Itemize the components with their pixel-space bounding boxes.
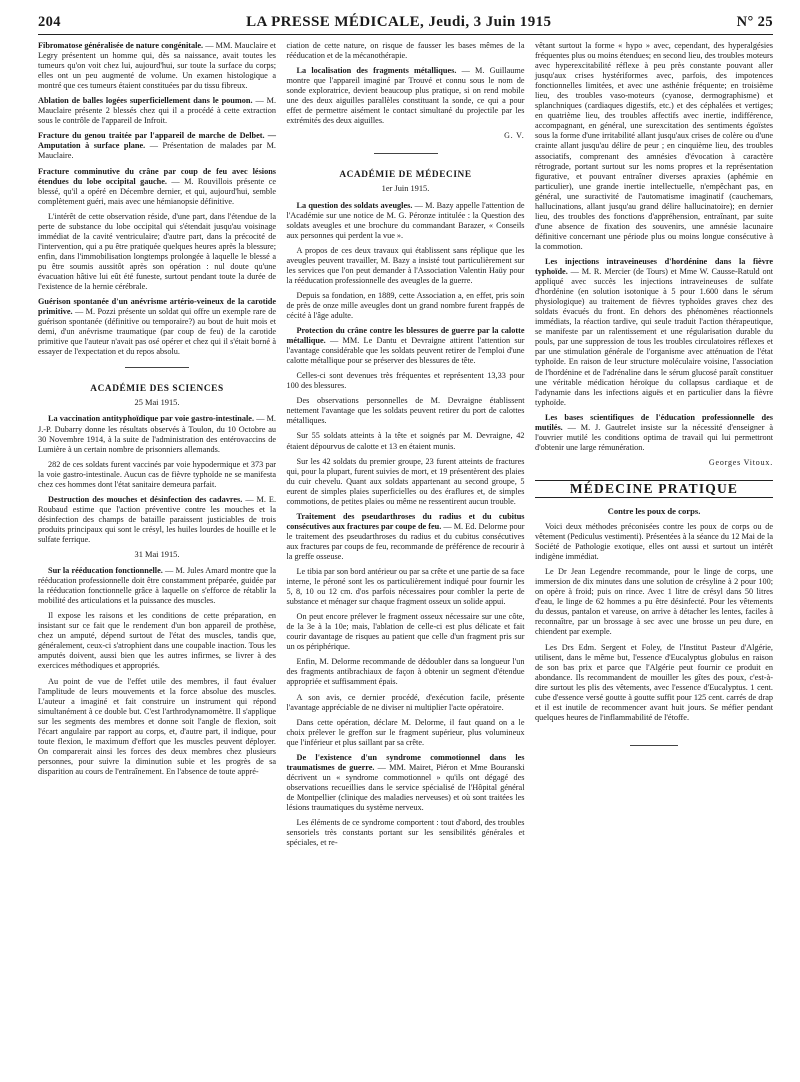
article-body: — MM. Mairet, Piéron et Mme Bouranski décrivent un « syndrome commotionnel » qu'ils ont dégagé des observations recueillies dans le service spécialisé de l'Hôpital général de Montpellier (clinique des maladies nerveuses) et où sont traitées les lésions traumatiques du système nerveux.: [286, 762, 525, 812]
article-title: La question des soldats aveugles.: [296, 200, 413, 210]
page-number: 204: [38, 14, 61, 30]
article-body: — M. Pozzi présente un soldat qui offre un exemple rare de guérison spontanée (définitive ou temporaire?) au bout de huit mois et demi, d'un anévrisme traumatique (par coup de feu) de la carotide primitive que l'auteur n'avait pas osé opérer et chez qui il s'était borné à essayer de l'expectation et du repos absolu.: [38, 307, 277, 357]
article: [38, 495, 276, 545]
article-title: Sur la rééducation fonctionnelle.: [48, 566, 163, 576]
article: [38, 41, 276, 91]
article-title: Traitement des pseudarthroses du radius et du cubitus consécutives aux fractures par coupe de feu.: [286, 511, 525, 531]
article-body: — M. Ed. Delorme pour le traitement des pseudarthroses du radius et du cubitus consécutives aux fractures par coups de feu, recommande de préférence de recourir à la greffe osseuse.: [286, 521, 525, 561]
article-paragraph: Celles-ci sont devenues très fréquentes et représentent 13,33 pour 100 des blessures.: [286, 371, 525, 391]
article-paragraph: vêtant surtout la forme « hypo » avec, cependant, des hyperalgésies fréquentes plus ou moins étendues; en second lieu, des troubles moteurs avec hyperexcitabilité réflexe à peu près constante pouvant aller jusqu'aux crises hystériformes avec, parfois, des impotences fonctionnelles limitées, et avec une asthénie fréquente; en troisième lieu, des troubles vaso-moteurs (cyanose, dermographisme) et splanchniques (cardiaques digestifs, etc.) et des céphalées et vertiges; en quatrième lieu, des troubles affectifs avec inertie, indifférence, accompagnant, en général, une surexcitation des sentiments égoïstes sous la forme d'une irritabilité allant jusqu'aux crises de colère ou d'une crainte allant jusqu'au délire de peur ; en cinquième lieu, des troubles associatifs, comprenant des amnésies d'évocation à caractère rétrograde, portant surtout sur les noms propres et la représentation figurative, et pouvant entraîner diverses apraxies (aphémie en particulier), une grande inertie intellectuelle, n'empêchant pas, en général, une suractivité de l'automatisme imaginatif (cauchemars, hallucinations, allant jusqu'au grand délire hallucinatoire); en dernier lieu, des troubles des fonctions d'appréhension, entraînant, par suite d'une absence de fixation des souvenirs, une amnésie lacunaire définitive concernant une période plus ou moins longue consécutive à la commotion.: [535, 41, 773, 251]
article-body: — M. Bazy appelle l'attention de l'Académie sur une notice de M. G. Péronze intitulée : la Question des soldats aveugles et une brochure du commandant Barazer, « Conseils aux personnes qui perdent la vue ».: [286, 200, 525, 240]
author-signature: G. V.: [504, 131, 525, 141]
article-body: — M. J. Gautrelet insiste sur la nécessité d'enseigner à l'ouvrier mutilé les conditions optima de travail qui lui permettront d'obtenir une large rémunération.: [535, 422, 773, 452]
article-body: — M. J.-P. Dubarry donne les résultats observés à Toulon, du 10 Octobre au 30 Novembre 1914, à la suite de l'administration des entérovaccins de Lumière à un certain nombre de prisonniers allemands.: [38, 414, 276, 454]
article-paragraph: Depuis sa fondation, en 1889, cette Association a, en effet, pris soin de près de onze mille aveugles dont un grand nombre furent frappés de cécité à l'âge adulte.: [286, 290, 525, 320]
column-1: [38, 41, 276, 853]
article-title: Protection du crâne contre les blessures de guerre par la calotte métallique.: [286, 326, 525, 346]
article-body: — M. R. Mercier (de Tours) et Mme W. Causse-Ratuld ont appliqué avec succès les injections intraveineuses de sulfate d'hordénine (en solution isotonique à 5 pour 1.600 dans le sérum physiologique) au traitement de fièvres typhoïdes graves chez des soldats évacués du front. En dehors des phénomènes réactionnels immédiats, la réaction tardive, qui seule traduit l'action thérapeutique, se manifeste par un ralentissement et une régularisation durable du pouls, par une suppression de tous les troubles circulatoires réflexes et par une stimulation générale de l'organisme avec atténuation de l'état typhoïde. En raison de leur structure moléculaire voisine, l'association de l'hordénine et de l'adrénaline dans le sérum glucosé paraît constituer une véritable médication héroïque du collapsus cardiaque et de l'adynamie dans les infections aiguës et en particulier dans la fièvre typhoïde.: [535, 267, 773, 407]
article: [38, 297, 276, 357]
column-2: [287, 41, 525, 853]
article-paragraph: Sur les 42 soldats du premier groupe, 23 furent atteints de fractures qui, pour la plupart, furent suivies de mort, et 19 présentèrent des plaies du cuir chevelu. Quant aux soldats appartenant au second groupe, 5 eurent de simples plaies superficielles ou des éraflures et, de simples commotions, de petites plaies ou même ne ressentirent aucun trouble.: [286, 456, 525, 506]
article-paragraph: On peut encore prélever le fragment osseux nécessaire sur une côte, de la 3e à la 10e; mais, l'ablation de celle-ci est plus délicate et fait courir davantage de risques au patient que celle d'un fragment pris sur un os périphérique.: [286, 612, 525, 652]
article-body: — M. E. Roubaud estime que l'action préventive contre les mouches et la désinfection des champs de bataille paraissent justiciables de trois produits principaux qui sont le crésyl, les huiles lourdes de houille et le sulfate ferrique.: [38, 494, 276, 544]
issue-number: N° 25: [736, 14, 773, 30]
section-banner: MÉDECINE PRATIQUE: [535, 480, 773, 498]
end-divider: [630, 745, 678, 746]
article: [38, 131, 276, 161]
column-3: [535, 41, 773, 853]
columns: [38, 41, 773, 853]
article: [287, 201, 525, 241]
article-paragraph: A propos de ces deux travaux qui établissent sans réplique que les aveugles peuvent travailler, M. Bazy a insisté tout particulièrement sur les services que l'on peut demander à l'Association Valentin Haüy pour la rééducation professionnelle des aveugles de la guerre.: [286, 245, 525, 285]
article-paragraph: Sur 55 soldats atteints à la tête et soignés par M. Devraigne, 42 étaient dépourvus de calotte et 13 en étaient munis.: [286, 431, 525, 451]
article-title: Ablation de balles logées superficiellement dans le poumon.: [38, 96, 253, 106]
article-paragraph: Les éléments de ce syndrome comportent : tout d'abord, des troubles sensoriels très constants portant sur les sensibilités générales et spéciales, et re-: [286, 818, 525, 848]
article-body: — M. Guillaume montre que l'appareil imaginé par Trouvé et connu sous le nom de sonde exploratrice, devient beaucoup plus pratique, si on rend mobile une des deux aiguilles parallèles constituant la sonde, ce qui a pour effet de permettre aisément le contact simultané du projectile par les extrémités des deux aiguilles.: [286, 66, 525, 126]
section-heading: ACADÉMIE DE MÉDECINE: [339, 170, 472, 181]
section-divider: [125, 367, 189, 368]
article-title: La vaccination antityphoïdique par voie gastro-intestinale.: [48, 414, 255, 424]
article-paragraph: A son avis, ce dernier procédé, d'exécution facile, présente l'avantage appréciable de ne diviser ni multiplier l'acte opératoire.: [286, 692, 525, 712]
article-title: Fibromatose généralisée de nature congénitale.: [38, 41, 204, 50]
article-body: — MM. Le Dantu et Devraigne attirent l'attention sur l'avantage considérable que les soldats peuvent retirer de l'emploi d'une calotte métallique pour se préserver des blessures de tête.: [286, 336, 525, 366]
article-paragraph: Le Dr Jean Legendre recommande, pour le linge de corps, une immersion de dix minutes dans une solution de crésyline à 2 pour 100; on opère à froid; puis on rince. Avec 1 litre de crésyl dans 50 litres d'eau, le linge de 62 hommes a pu être désinfecté. Pour les vêtements du dessus, pantalon et vareuse, on arrive à détacher les lentes, faciles à reconnaître, par un brossage à sec avec une brosse un peu dure, en chiendent par exemple.: [535, 567, 773, 637]
article-body: — Présentation de malades par M. Mauclaire.: [38, 141, 276, 161]
article: [38, 167, 276, 207]
article-paragraph: Voici deux méthodes préconisées contre les poux de corps ou de vêtement (Pediculus vestimenti). Présentées à la séance du 12 Mai de la Société de Pathologie exotique, elles ont aussi et surtout un intérêt indigène immédiat.: [535, 522, 773, 562]
article-paragraph: Des observations personnelles de M. Devraigne établissent nettement l'avantage que les soldats peuvent retirer du port de calottes métalliques.: [286, 396, 525, 426]
article-body: — MM. Mauclaire et Legry présentent un homme qui, dès sa naissance, avait toutes les tumeurs qu'on voit chez lui, aujourd'hui, sur toute la surface du corps; elles ont un peu augmenté de volume. Un examen histologique a montré que ces tumeurs étaient constituées par du tissu fibreux.: [38, 41, 276, 91]
newspaper-page: [38, 14, 773, 853]
article-body: — M. Rouvillois présente ce blessé, qu'il a opéré en Décembre dernier, et qui, aujourd'hui, semble complètement guéri, mais avec une hémianopsie définitive.: [38, 176, 277, 206]
session-date: 1er Juin 1915.: [381, 184, 430, 194]
article-body: — M. Mauclaire présente 2 blessés chez qui il a procédé à cette extraction sous le contrôle de l'appareil de Infroit.: [38, 96, 277, 126]
article-title: Les bases scientifiques de l'éducation professionnelle des mutilés.: [535, 412, 773, 432]
article-paragraph: Il expose les raisons et les conditions de cette préparation, en insistant sur ce fait que le rendement d'un bon appareil de prothèse, chez un amputé, dépend surtout de l'état des muscles, tandis que, généralement, ceux-ci s'atrophient dans une coupable inaction. Tous les amputés doivent, aussi bien que les autres infirmes, se livrer à des exercices méthodiques et appropriés.: [38, 611, 276, 671]
article-title: Fracture comminutive du crâne par coup de feu avec lésions étendues du lobe occipital gauche.: [38, 166, 276, 186]
article: [38, 96, 276, 126]
article-paragraph: Les Drs Edm. Sergent et Foley, de l'Institut Pasteur d'Algérie, utilisent, dans le même but, l'essence d'Eucalyptus globulus en raison de son bas prix et parce que l'Algérie peut fournir ce produit en abondance. Ils recommandent de mouiller les gîtes des poux, c'est-à-dire surtout les plis des vêtements, avec l'essence d'Eucalyptus. 1 cent. cube d'essence versé goutte à goutte suffit pour 125 cent. carrés de drap et il est inutile de recommencer avant huit jours. Se méfier pendant quelques heures de l'inflammabilité de l'étoffe.: [535, 642, 773, 722]
session-date: 25 Mai 1915.: [134, 398, 180, 408]
article-title: Les injections intraveineuses d'hordénine dans la fièvre typhoïde.: [535, 256, 773, 277]
session-date: 31 Mai 1915.: [134, 550, 180, 560]
article-paragraph: Le tibia par son bord antérieur ou par sa crête et une partie de sa face interne, le péroné sont les os particulièrement indiqué pour fournir les 5, 8, 10 ou 12 cm. d'os parfois nécessaires pour combler la perte de substance et ménager sur chaque fragment osseux un solide appui.: [286, 567, 525, 607]
article-paragraph: ciation de cette nature, on risque de fausser les bases mêmes de la rééducation et de la mécanothérapie.: [286, 41, 525, 61]
article-title: Fracture du genou traitée par l'appareil de marche de Delbet. — Amputation à surface plane.: [38, 131, 276, 151]
article-paragraph: Enfin, M. Delorme recommande de dédoubler dans sa longueur l'un des fragments antibrachiaux de façon à obtenir un segment d'étendue appropriée et suffisamment épais.: [286, 657, 525, 687]
article-title: La localisation des fragments métalliques.: [296, 66, 457, 76]
article-title: Destruction des mouches et désinfection des cadavres.: [48, 494, 243, 504]
article: [535, 257, 773, 408]
section-heading: ACADÉMIE DES SCIENCES: [90, 384, 224, 395]
masthead-title: LA PRESSE MÉDICALE, Jeudi, 3 Juin 1915: [246, 14, 552, 30]
page-header: [38, 14, 773, 35]
article: [38, 566, 276, 606]
article: [287, 326, 525, 366]
article: [535, 413, 773, 453]
section-divider: [374, 153, 438, 154]
article-paragraph: 282 de ces soldats furent vaccinés par voie hypodermique et 373 par la voie gastro-intestinale. Aucun cas de fièvre typhoïde ne se manifesta chez ces hommes dont l'état sanitaire demeura parfait.: [38, 459, 276, 489]
article: [38, 414, 276, 454]
article-title: De l'existence d'un syndrome commotionnel dans les traumatismes de guerre.: [286, 752, 525, 772]
article: [287, 753, 525, 813]
article: [287, 512, 525, 562]
author-signature: Georges Vitoux.: [708, 457, 773, 467]
article-body: — M. Jules Amard montre que la rééducation professionnelle doit être constamment préparée, guidée par la rééducation fonctionnelle grâce à laquelle on s'efforce de rétablir la mobilité des articulations et la puissance des muscles.: [38, 566, 277, 606]
article-subtitle: Contre les poux de corps.: [607, 505, 701, 516]
article: [287, 66, 525, 126]
article-paragraph: Au point de vue de l'effet utile des membres, il faut évaluer l'amplitude de leurs mouvements et la force absolue des muscles. L'auteur a imaginé et fait construire un instrument qui répond simultanément à ce double but. C'est l'arthrodynamomètre. Il s'applique sur les segments des membres et donne soit l'angle de flexion, soit l'écart angulaire par rapport au corps, et, d'autre part, il indique, pour toute flexion, le maximum d'effort que les muscles peuvent déployer. On comparerait ainsi les forces des deux membres chez plusieurs personnes, pour suivre la diminution subie et les progrès de sa disparition au cours de l'entraînement. En l'absence de toute appré-: [38, 676, 276, 776]
article-title: Guérison spontanée d'un anévrisme artério-veineux de la carotide primitive.: [38, 297, 276, 317]
article-paragraph: Dans cette opération, déclare M. Delorme, il faut quand on a le choix prélever le greffon sur le fragment supérieur, plus volumineux que l'inférieur et plus saillant par sa crête.: [286, 717, 525, 747]
article-paragraph: L'intérêt de cette observation réside, d'une part, dans l'étendue de la perte de substance du lobe occipital qui s'étendait jusqu'au voisinage immédiat de la cavité ventriculaire; d'autre part, dans la précocité de l'intervention, qui a pu être pratiquée quelques heures après la blessure; enfin, dans l'immobilisation longtemps prolongée à laquelle le blessé a pu être soumis aussitôt après son opération : nul doute qu'une évacuation hâtive lui eût été funeste, surtout pendant toute la durée de l'existence de la hernie cérébrale.: [38, 211, 276, 292]
